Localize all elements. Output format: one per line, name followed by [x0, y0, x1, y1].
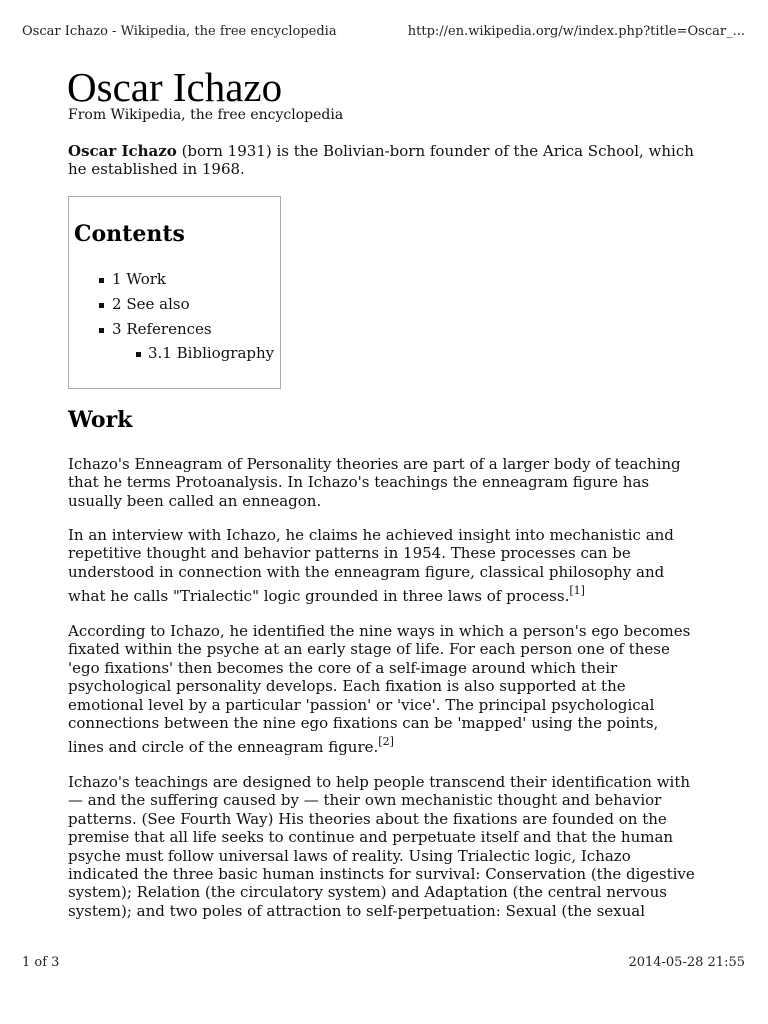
paragraph: [68, 526, 674, 606]
toc-list: [69, 267, 280, 366]
text-line: In an interview with Ichazo, he claims he achieved insight into mechanistic and: [68, 526, 674, 544]
bullet-icon: [136, 352, 141, 357]
bullet-icon: [99, 328, 104, 333]
text-line: premise that all life seeks to continue and perpetuate itself and that the human: [68, 828, 674, 847]
text-line: Ichazo's Enneagram of Personality theories are part of a larger body of teaching: [68, 455, 681, 473]
text-line: connections between the nine ego fixations can be 'mapped' using the points,: [68, 713, 659, 732]
text-line: Ichazo's teachings are designed to help people transcend their identification with: [68, 773, 691, 791]
paragraph: [68, 622, 690, 757]
page-title: Oscar Ichazo: [67, 64, 283, 110]
text-line: system); and two poles of attraction to self-perpetuation: Sexual (the sexual: [68, 901, 646, 920]
text-line: he established in 1968.: [68, 160, 245, 179]
text-line: According to Ichazo, he identified the nine ways in which a person's ego becomes: [68, 622, 691, 640]
toc-title: Contents: [74, 221, 185, 247]
toc-number: 1: [112, 270, 122, 288]
text-line: usually been called an enneagon.: [68, 491, 322, 510]
site-tagline: From Wikipedia, the free encyclopedia: [68, 107, 344, 123]
text-line: system); Relation (the circulatory system) and Adaptation (the central nervous: [68, 883, 667, 902]
toc-text: Bibliography: [176, 344, 275, 363]
citation-link[interactable]: [2]: [378, 735, 394, 749]
toc-number: 2: [112, 294, 122, 313]
toc-entry: [69, 267, 280, 292]
print-header-url: http://en.wikipedia.org/w/index.php?title=Oscar_...: [407, 24, 745, 39]
text-line: repetitive thought and behavior patterns in 1954. These processes can be: [68, 544, 631, 563]
bullet-icon: [99, 278, 104, 283]
print-header: [0, 23, 768, 40]
toc-sublist: [69, 341, 280, 366]
text-line: indicated the three basic human instincts for survival: Conservation (the digestive: [68, 864, 695, 883]
text-line: [68, 142, 694, 160]
toc-entry: [69, 341, 280, 366]
toc-entry: [69, 292, 280, 317]
toc-text: See also: [126, 294, 190, 313]
bullet-icon: [99, 303, 104, 308]
toc-text: Work: [126, 270, 167, 288]
toc-link-see-also[interactable]: [69, 292, 280, 317]
text-line: [68, 584, 674, 606]
intro-paragraph: [68, 142, 694, 179]
print-header-title: Oscar Ichazo - Wikipedia, the free encyclopedia: [22, 24, 337, 39]
text-line: psychological personality develops. Each fixation is also supported at the: [68, 677, 626, 696]
text-line: that he terms Protoanalysis. In Ichazo's teachings the enneagram figure has: [68, 473, 650, 492]
citation-link[interactable]: [1]: [569, 584, 585, 598]
toc-number: 3.1: [148, 344, 172, 363]
text-line: emotional level by a particular 'passion' or 'vice'. The principal psychological: [68, 695, 655, 714]
toc-link-bibliography[interactable]: [69, 341, 280, 366]
text-line: understood in connection with the enneagram figure, classical philosophy and: [68, 562, 665, 581]
article-subject: Oscar Ichazo: [68, 142, 177, 160]
section-heading-work: Work: [68, 407, 133, 433]
print-timestamp: 2014-05-28 21:55: [628, 955, 745, 970]
text-line: psyche must follow universal laws of reality. Using Trialectic logic, Ichazo: [68, 846, 631, 865]
line-text: (born 1931) is the Bolivian-born founder of the Arica School, which: [181, 142, 694, 160]
text-line: [68, 735, 690, 757]
table-of-contents: [68, 196, 281, 389]
line-text: what he calls "Trialectic" logic grounded in three laws of process.: [68, 587, 570, 606]
line-text: lines and circle of the enneagram figure.: [68, 738, 379, 757]
print-footer: [0, 954, 768, 971]
text-line: patterns. (See Fourth Way) His theories about the fixations are founded on the: [68, 809, 667, 828]
text-line: fixated within the psyche at an early stage of life. For each person one of these: [68, 640, 670, 659]
paragraph: [68, 773, 695, 920]
paragraph: [68, 455, 681, 510]
toc-entry: [69, 317, 280, 367]
page-indicator: 1 of 3: [22, 955, 60, 970]
toc-link-references[interactable]: [69, 317, 280, 342]
text-line: — and the suffering caused by — their own mechanistic thought and behavior: [68, 791, 662, 810]
toc-text: References: [126, 319, 212, 338]
toc-link-work[interactable]: [69, 267, 280, 292]
text-line: 'ego fixations' then becomes the core of a self-image around which their: [68, 658, 618, 677]
toc-number: 3: [112, 319, 122, 338]
